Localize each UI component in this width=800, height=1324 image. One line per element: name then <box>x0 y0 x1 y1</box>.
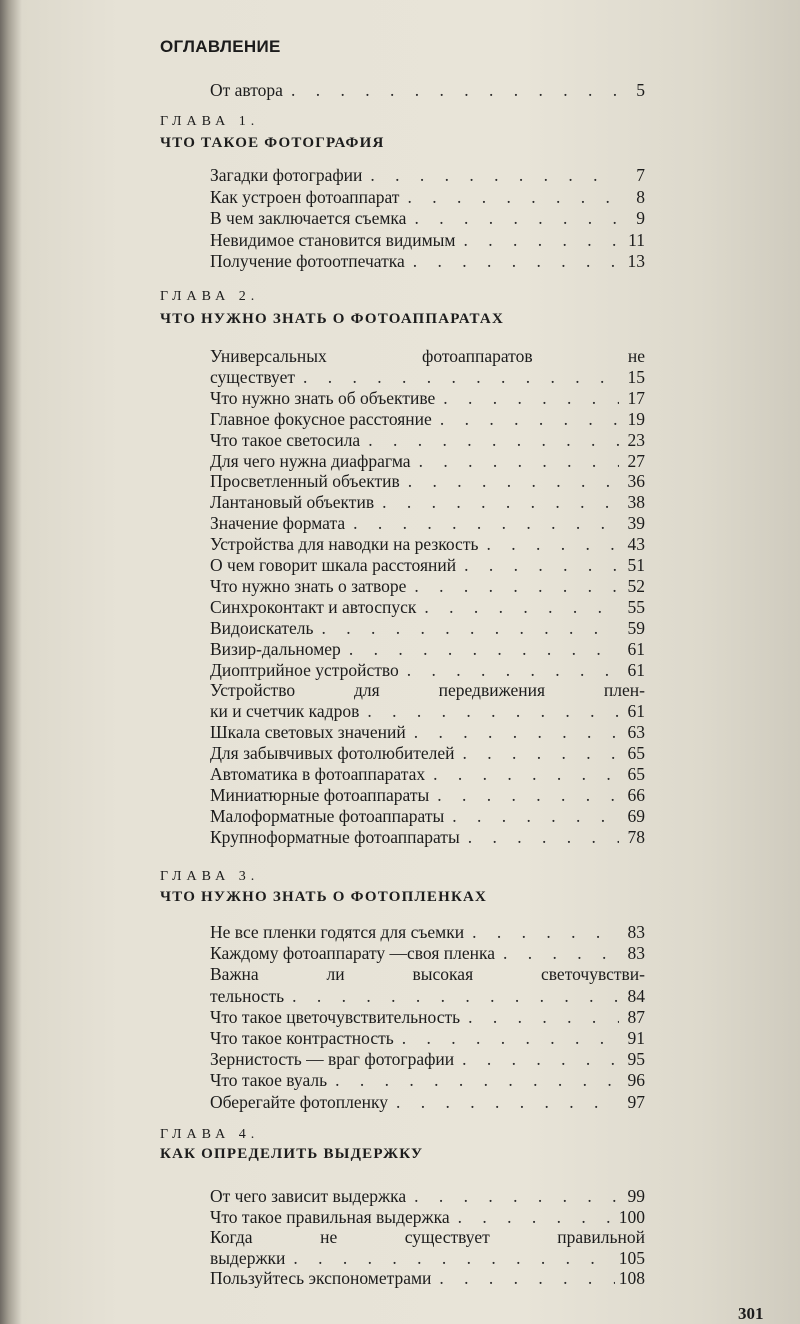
entry-page: 52 <box>627 575 645 596</box>
entry-page: 7 <box>636 165 645 185</box>
toc-entry <box>210 964 645 985</box>
leader-dots <box>460 827 619 848</box>
chapter-title: ЧТО НУЖНО ЗНАТЬ О ФОТОПЛЕНКАХ <box>160 889 488 905</box>
toc-entry <box>210 576 645 597</box>
entry-title: Главное фокусное расстояние <box>210 408 432 429</box>
entry-page: 87 <box>627 1006 645 1027</box>
entry-page: 96 <box>627 1070 645 1091</box>
leader-dots <box>444 806 619 827</box>
leader-dots <box>495 943 619 964</box>
entry-title: Важна ли высокая светочувстви- <box>210 964 645 985</box>
leader-dots <box>406 576 619 597</box>
entry-page: 99 <box>627 1186 645 1206</box>
toc-entry <box>210 1007 645 1028</box>
entry-title: О чем говорит шкала расстояний <box>210 555 457 575</box>
chapter-title: КАК ОПРЕДЕЛИТЬ ВЫДЕРЖКУ <box>160 1146 424 1162</box>
leader-dots <box>464 922 619 943</box>
chapter-title: ЧТО НУЖНО ЗНАТЬ О ФОТОАППАРАТАХ <box>160 311 504 327</box>
toc-entry <box>210 346 645 367</box>
entry-title: Для забывчивых фотолюбителей <box>210 743 455 764</box>
entry-title: ки и счетчик кадров <box>210 701 360 722</box>
entry-title: Малоформатные фотоаппараты <box>210 805 445 826</box>
toc-entry <box>210 660 645 681</box>
entry-page: 13 <box>627 251 645 272</box>
toc-entry <box>210 513 645 534</box>
entry-title: Пользуйтесь экспонометрами <box>210 1268 432 1289</box>
entry-page: 17 <box>627 387 645 408</box>
entry-title: Значение формата <box>210 513 346 534</box>
leader-dots <box>399 660 619 681</box>
leader-dots <box>460 1007 619 1028</box>
entry-title: Каждому фотоаппарату —своя пленка <box>210 943 495 964</box>
leader-dots <box>285 1248 614 1269</box>
toc-entry <box>210 1028 645 1049</box>
toc-entry <box>210 534 645 555</box>
leader-dots <box>455 743 620 764</box>
entry-page: 11 <box>628 229 645 250</box>
entry-page: 51 <box>627 555 645 575</box>
leader-dots <box>455 230 619 251</box>
toc-entry <box>210 986 645 1007</box>
entry-title: Как устроен фотоаппарат <box>210 186 400 207</box>
entry-page: 15 <box>627 366 645 387</box>
leader-dots <box>388 1092 619 1113</box>
leader-dots <box>405 251 619 272</box>
leader-dots <box>431 1268 614 1289</box>
entry-title: выдержки <box>210 1247 286 1268</box>
entry-title: Что нужно знать об объективе <box>210 387 436 408</box>
entry-title: тельность <box>210 985 285 1006</box>
toc-entry <box>210 943 645 964</box>
toc-entry <box>210 618 645 639</box>
entry-page: 95 <box>627 1049 645 1070</box>
entry-title: Когда не существует правильной <box>210 1227 645 1248</box>
entry-title: Оберегайте фотопленку <box>210 1091 388 1112</box>
entry-title: Шкала световых значений <box>210 722 406 743</box>
entry-title: Просветленный объектив <box>210 471 400 492</box>
entry-page: 19 <box>627 408 645 429</box>
entry-page: 65 <box>627 743 645 764</box>
leader-dots <box>345 513 619 534</box>
entry-page: 23 <box>627 429 645 450</box>
toc-entry-intro <box>210 80 645 101</box>
leader-dots <box>374 492 619 513</box>
toc-entry <box>210 409 645 430</box>
entry-title: Зернистость — враг фотографии <box>210 1049 455 1070</box>
leader-dots <box>450 1207 615 1228</box>
entry-page: 105 <box>618 1247 645 1268</box>
entry-page: 100 <box>618 1206 645 1227</box>
entry-title: От автора <box>210 80 283 100</box>
entry-title: Что такое контрастность <box>210 1028 394 1048</box>
entry-page: 5 <box>636 80 645 100</box>
toc-entry <box>210 922 645 943</box>
toc-entry <box>210 430 645 451</box>
entry-title: Что такое правильная выдержка <box>210 1206 450 1227</box>
toc-entry <box>210 165 645 186</box>
toc-title: ОГЛАВЛЕНИЕ <box>160 37 281 56</box>
leader-dots <box>399 187 619 208</box>
leader-dots <box>425 764 619 785</box>
toc-entry <box>210 1248 645 1269</box>
entry-page: 97 <box>627 1091 645 1112</box>
leader-dots <box>406 1186 619 1207</box>
entry-title: Визир-дальномер <box>210 638 341 659</box>
entry-title: Крупноформатные фотоаппараты <box>210 826 460 847</box>
chapter-label: ГЛАВА 4. <box>160 1127 260 1142</box>
entry-title: Что такое цветочувствительность <box>210 1006 461 1027</box>
toc-entry <box>210 764 645 785</box>
toc-entry <box>210 1092 645 1113</box>
entry-title: Что нужно знать о затворе <box>210 575 407 596</box>
entry-page: 91 <box>627 1028 645 1048</box>
leader-dots <box>284 986 619 1007</box>
toc-entry <box>210 230 645 251</box>
leader-dots <box>314 618 619 639</box>
entry-page: 61 <box>627 659 645 680</box>
toc-entry <box>210 555 645 576</box>
entry-page: 78 <box>627 826 645 847</box>
entry-page: 8 <box>636 186 645 207</box>
entry-title: В чем заключается съемка <box>210 208 407 229</box>
chapter-label: ГЛАВА 2. <box>160 289 260 304</box>
leader-dots <box>456 555 619 576</box>
toc-entry <box>210 680 645 701</box>
entry-title: Для чего нужна диафрагма <box>210 450 411 471</box>
toc-entry <box>210 187 645 208</box>
leader-dots <box>360 430 619 451</box>
entry-title: Загадки фотографии <box>210 165 363 185</box>
toc-entry <box>210 492 645 513</box>
entry-title: Устройство для передвижения плен- <box>210 680 645 701</box>
entry-page: 69 <box>627 805 645 826</box>
toc-entry <box>210 1207 645 1228</box>
leader-dots <box>454 1049 619 1070</box>
entry-page: 9 <box>636 208 645 229</box>
entry-page: 59 <box>627 617 645 638</box>
entry-title: Лантановый объектив <box>210 492 375 513</box>
entry-title: Получение фотоотпечатка <box>210 251 405 272</box>
entry-title: Невидимое становится видимым <box>210 229 456 250</box>
entry-page: 38 <box>627 492 645 513</box>
entry-title: Автоматика в фотоаппаратах <box>210 764 426 784</box>
toc-entry <box>210 451 645 472</box>
toc-entry <box>210 743 645 764</box>
entry-title: Что такое светосила <box>210 429 361 450</box>
chapter-label: ГЛАВА 1. <box>160 114 260 129</box>
entry-page: 108 <box>618 1268 645 1289</box>
leader-dots <box>411 451 619 472</box>
page-number: 301 <box>738 1304 764 1323</box>
entry-page: 63 <box>627 722 645 743</box>
leader-dots <box>283 80 619 101</box>
chapter-label: ГЛАВА 3. <box>160 869 260 884</box>
toc-entry <box>210 701 645 722</box>
entry-title: существует <box>210 366 295 387</box>
leader-dots <box>327 1070 619 1091</box>
entry-page: 27 <box>627 450 645 471</box>
toc-entry <box>210 1227 645 1248</box>
leader-dots <box>394 1028 619 1049</box>
leader-dots <box>429 785 619 806</box>
leader-dots <box>359 701 619 722</box>
entry-title: От чего зависит выдержка <box>210 1186 407 1206</box>
entry-page: 36 <box>627 471 645 492</box>
toc-entry <box>210 722 645 743</box>
toc-entry <box>210 639 645 660</box>
toc-entry <box>210 1268 645 1289</box>
leader-dots <box>406 722 619 743</box>
entry-page: 43 <box>627 534 645 555</box>
leader-dots <box>478 534 619 555</box>
entry-title: Синхроконтакт и автоспуск <box>210 596 417 617</box>
entry-page: 83 <box>627 943 645 964</box>
entry-title: Универсальных фотоаппаратов не <box>210 346 645 366</box>
entry-page: 65 <box>627 764 645 784</box>
toc-entry <box>210 785 645 806</box>
toc-entry <box>210 1186 645 1207</box>
toc-entry <box>210 827 645 848</box>
entry-title: Видоискатель <box>210 617 314 638</box>
toc-entry <box>210 806 645 827</box>
entry-page: 84 <box>627 985 645 1006</box>
leader-dots <box>406 208 619 229</box>
leader-dots <box>341 639 619 660</box>
entry-title: Не все пленки годятся для съемки <box>210 922 465 942</box>
leader-dots <box>362 165 619 186</box>
toc-entry <box>210 597 645 618</box>
chapter-title: ЧТО ТАКОЕ ФОТОГРАФИЯ <box>160 135 385 151</box>
leader-dots <box>416 597 619 618</box>
toc-entry <box>210 367 645 388</box>
entry-page: 39 <box>627 513 645 534</box>
entry-title: Что такое вуаль <box>210 1070 328 1091</box>
entry-title: Устройства для наводки на резкость <box>210 534 479 555</box>
entry-title: Диоптрийное устройство <box>210 659 399 680</box>
toc-entry <box>210 1070 645 1091</box>
entry-page: 83 <box>627 922 645 942</box>
entry-title: Миниатюрные фотоаппараты <box>210 784 430 805</box>
toc-entry <box>210 208 645 229</box>
toc-entry <box>210 471 645 492</box>
toc-entry <box>210 388 645 409</box>
leader-dots <box>295 367 619 388</box>
entry-page: 61 <box>627 638 645 659</box>
leader-dots <box>435 388 619 409</box>
entry-page: 66 <box>627 784 645 805</box>
leader-dots <box>400 471 619 492</box>
leader-dots <box>432 409 619 430</box>
toc-entry <box>210 1049 645 1070</box>
toc-entry <box>210 251 645 272</box>
entry-page: 55 <box>627 596 645 617</box>
entry-page: 61 <box>627 701 645 722</box>
